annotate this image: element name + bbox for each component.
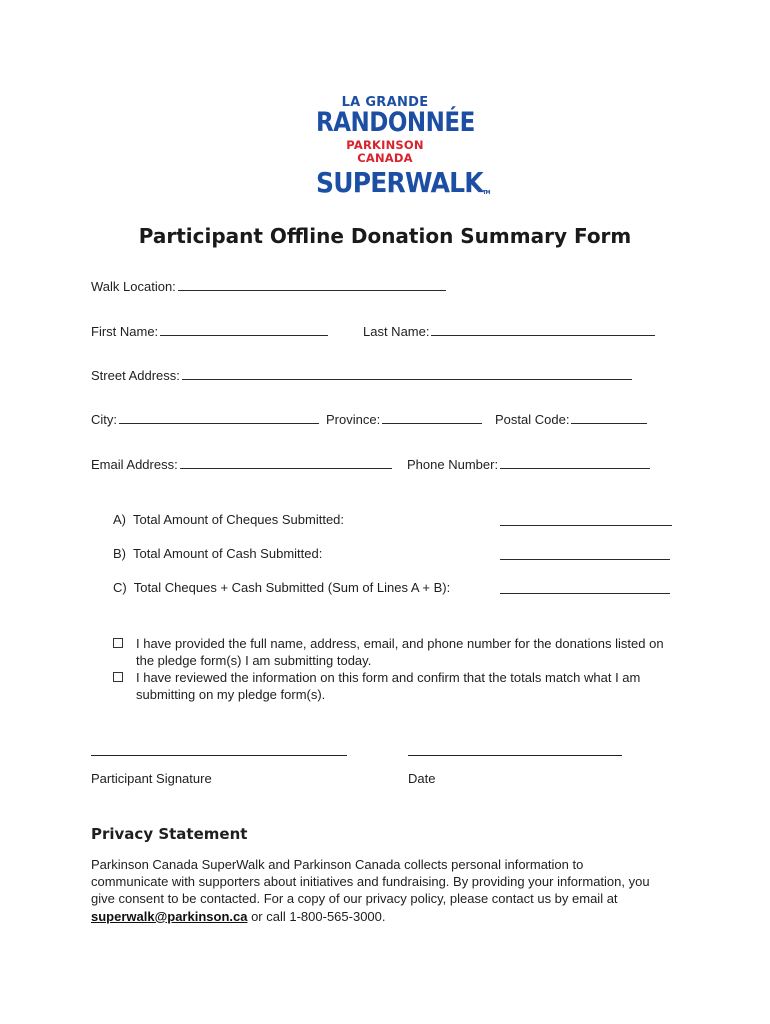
privacy-statement: [91, 856, 651, 925]
total-row-b: [113, 546, 322, 561]
first-name-input[interactable]: [160, 323, 328, 336]
confirm-totals-match-text: I have reviewed the information on this form and confirm that the totals match what I am submitting on my pledge form(s).: [136, 670, 641, 702]
street-address-input[interactable]: [182, 367, 632, 380]
logo-line-superwalk: [316, 166, 490, 199]
total-b-label: Total Amount of Cash Submitted:: [133, 546, 323, 561]
participant-signature-line[interactable]: [91, 755, 347, 756]
privacy-text: Parkinson Canada SuperWalk and Parkinson Canada collects personal information to communicate with supporters about initiatives and fundraising. By providing your information, you give consent to be contacted. For a copy of our privacy policy, please contact us by email at: [91, 857, 650, 907]
logo-superwalk-text: SUPERWALK: [316, 166, 483, 199]
total-a-label: Total Amount of Cheques Submitted:: [133, 512, 345, 527]
total-b-input[interactable]: [500, 547, 670, 560]
privacy-text-end: or call 1-800-565-3000.: [247, 908, 386, 924]
confirm-info-provided-text: I have provided the full name, address, email, and phone number for the donations listed on the pledge form(s) I am submitting today.: [136, 636, 664, 668]
confirm-info-provided-checkbox[interactable]: [113, 638, 123, 648]
street-address-label: Street Address:: [91, 368, 180, 383]
total-a-letter: A): [113, 512, 126, 527]
trademark-mark: TM: [482, 189, 490, 197]
walk-location-label: Walk Location:: [91, 279, 176, 294]
privacy-heading: Privacy Statement: [91, 825, 248, 843]
province-input[interactable]: [382, 411, 482, 424]
phone-input[interactable]: [500, 456, 650, 469]
email-label: Email Address:: [91, 457, 178, 472]
logo-line-parkinson: PARKINSON: [346, 138, 424, 152]
email-input[interactable]: [180, 456, 392, 469]
phone-field: [407, 456, 650, 472]
logo-line-canada: CANADA: [357, 150, 413, 165]
last-name-label: Last Name:: [363, 324, 430, 339]
total-a-input[interactable]: [500, 513, 672, 526]
total-c-letter: C): [113, 580, 127, 595]
phone-label: Phone Number:: [407, 457, 499, 472]
last-name-input[interactable]: [431, 323, 655, 336]
page-title: Participant Offline Donation Summary Form: [138, 224, 632, 248]
city-label: City:: [91, 412, 117, 427]
date-line[interactable]: [408, 755, 622, 756]
participant-signature-label: Participant Signature: [91, 771, 212, 786]
total-row-c: [113, 580, 450, 595]
confirm-totals-match-checkbox[interactable]: [113, 672, 123, 682]
postal-code-field: [495, 411, 647, 427]
logo-line-la-grande: LA GRANDE: [341, 95, 429, 110]
logo-line-randonnee: RANDONNÉE: [316, 107, 475, 138]
walk-location-input[interactable]: [178, 278, 446, 291]
province-field: [326, 411, 482, 427]
walk-location-field: [91, 278, 446, 294]
total-row-a: [113, 512, 344, 527]
email-field: [91, 456, 392, 472]
total-c-input[interactable]: [500, 581, 670, 594]
first-name-label: First Name:: [91, 324, 159, 339]
postal-code-label: Postal Code:: [495, 412, 570, 427]
street-address-field: [91, 367, 632, 383]
total-c-label: Total Cheques + Cash Submitted (Sum of Lines A + B):: [133, 580, 451, 595]
province-label: Province:: [326, 412, 381, 427]
date-label: Date: [408, 771, 436, 786]
city-input[interactable]: [119, 411, 319, 424]
last-name-field: [363, 323, 655, 339]
privacy-email-link[interactable]: superwalk@parkinson.ca: [91, 908, 248, 924]
first-name-field: [91, 323, 328, 339]
postal-code-input[interactable]: [571, 411, 647, 424]
superwalk-logo: [316, 92, 490, 199]
city-field: [91, 411, 319, 427]
total-b-letter: B): [113, 546, 126, 561]
